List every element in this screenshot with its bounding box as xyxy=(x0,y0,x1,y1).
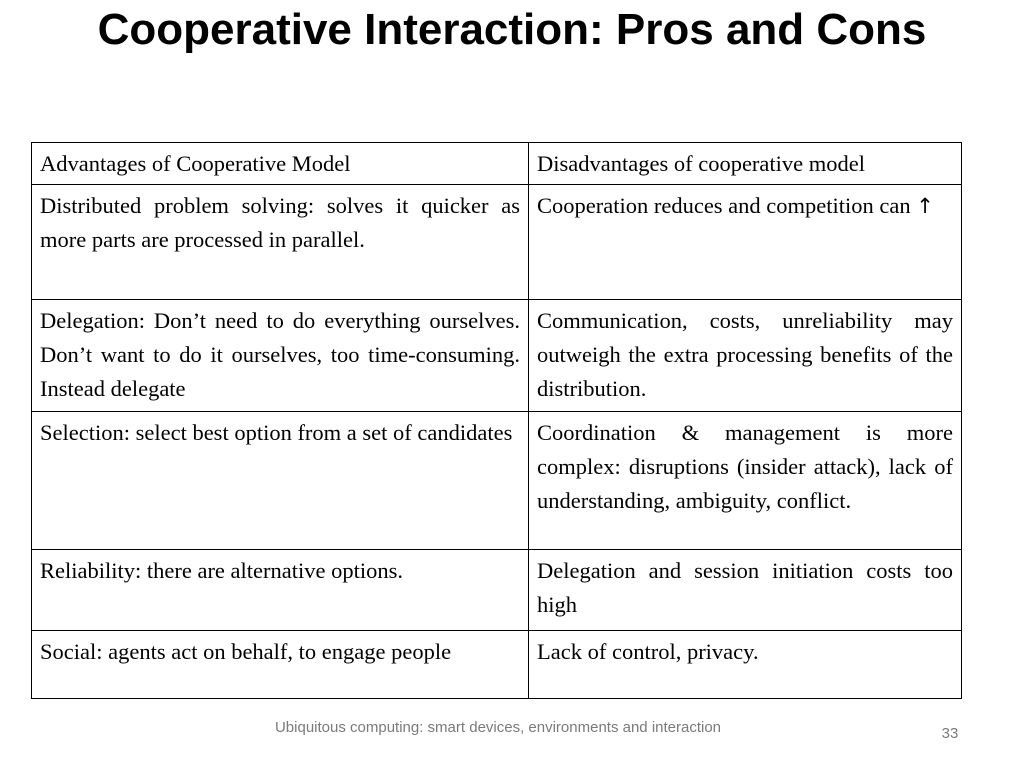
disadvantage-text: Cooperation reduces and competition can xyxy=(537,193,911,218)
slide-footer: Ubiquitous computing: smart devices, environments and interaction xyxy=(274,719,722,736)
table-row xyxy=(32,550,962,631)
advantage-cell: Social: agents act on behalf, to engage people xyxy=(32,631,529,699)
disadvantage-cell: Lack of control, privacy. xyxy=(529,631,962,699)
table-row xyxy=(32,185,962,300)
disadvantage-cell: Delegation and session initiation costs too high xyxy=(529,550,962,631)
table-header-row xyxy=(32,143,962,185)
table-row xyxy=(32,631,962,699)
advantage-cell: Delegation: Don’t need to do everything ourselves. Don’t want to do it ourselves, too time-consuming. Instead delegate xyxy=(32,300,529,412)
disadvantage-cell xyxy=(529,185,962,300)
advantage-cell: Reliability: there are alternative options. xyxy=(32,550,529,631)
advantage-cell: Distributed problem solving: solves it quicker as more parts are processed in parallel. xyxy=(32,185,529,300)
pros-cons-table xyxy=(31,142,962,699)
page-number: 33 xyxy=(941,725,959,742)
up-arrow-icon: ↑ xyxy=(916,194,934,218)
table-row xyxy=(32,412,962,550)
disadvantage-cell: Coordination & management is more complex: disruptions (insider attack), lack of understanding, ambiguity, conflict. xyxy=(529,412,962,550)
disadvantage-cell: Communication, costs, unreliability may outweigh the extra processing benefits of the distribution. xyxy=(529,300,962,412)
header-advantages: Advantages of Cooperative Model xyxy=(32,143,529,185)
slide-title: Cooperative Interaction: Pros and Cons xyxy=(97,5,927,54)
table-row xyxy=(32,300,962,412)
advantage-cell: Selection: select best option from a set of candidates xyxy=(32,412,529,550)
header-disadvantages: Disadvantages of cooperative model xyxy=(529,143,962,185)
